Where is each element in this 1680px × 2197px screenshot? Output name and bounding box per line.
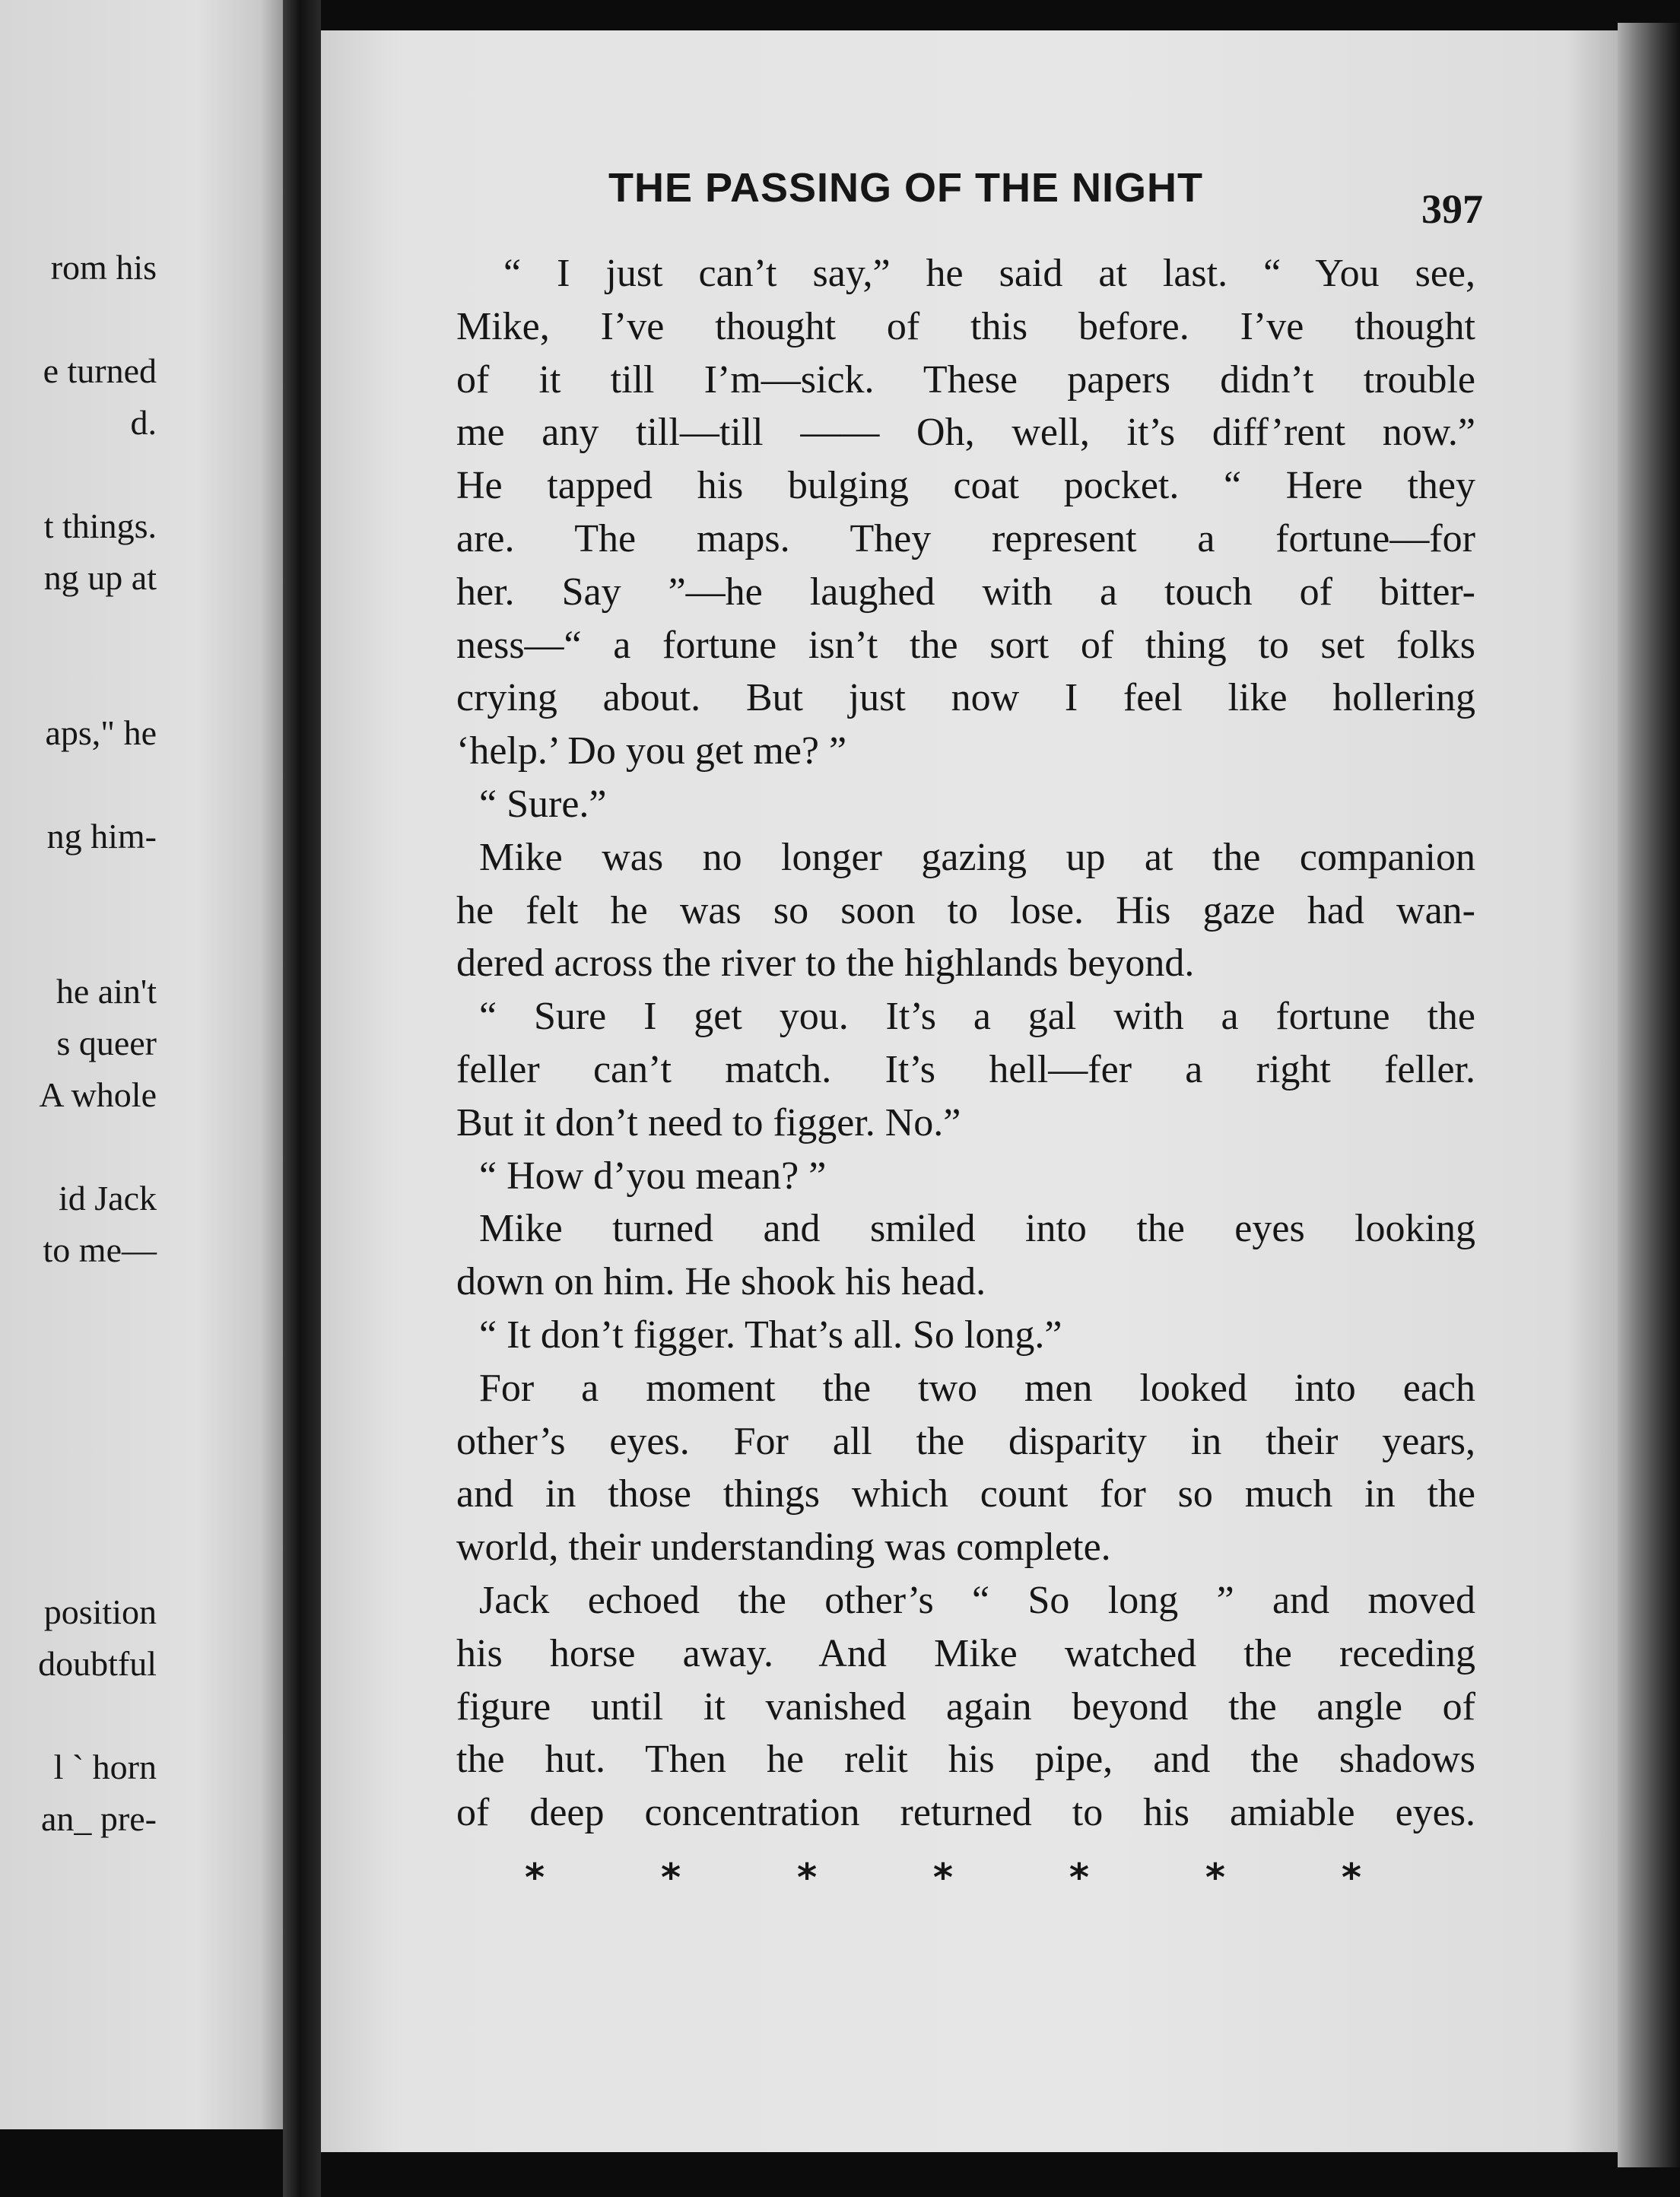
page-number: 397 <box>1421 186 1483 232</box>
left-line: ng him- <box>46 817 157 856</box>
text-line: down on him. He shook his head. <box>456 1260 986 1304</box>
text-line: feller can’t match. It’s hell—fer a right feller. <box>456 1047 1475 1091</box>
left-page <box>0 0 283 2129</box>
running-header <box>608 164 1483 232</box>
text-line: Mike was no longer gazing up at the companion <box>479 835 1475 879</box>
text-line: of it till I’m—sick. These papers didn’t trouble <box>456 357 1475 402</box>
left-line <box>0 1121 157 1173</box>
left-line: he ain't <box>56 972 157 1011</box>
body-text <box>456 247 1475 1840</box>
left-line: rom his <box>50 248 157 287</box>
left-line: A whole <box>39 1075 157 1114</box>
left-line <box>0 604 157 656</box>
text-line: ness—“ a fortune isn’t the sort of thing to set folks <box>456 623 1475 667</box>
running-title: THE PASSING OF THE NIGHT <box>608 165 1204 211</box>
section-break-star: * <box>660 1856 681 1900</box>
left-line: doubtful <box>38 1644 157 1683</box>
left-page-text <box>0 242 157 1845</box>
text-line: dered across the river to the highlands beyond. <box>456 941 1195 986</box>
text-line: But it don’t need to figger. No.” <box>456 1100 961 1145</box>
text-line: crying about. But just now I feel like hollering <box>456 676 1475 720</box>
text-line: me any till—till —— Oh, well, it’s diff’rent now.” <box>456 411 1475 455</box>
left-line: d. <box>130 403 157 442</box>
left-line <box>0 862 157 914</box>
text-line: her. Say ”—he laughed with a touch of bitter- <box>456 570 1475 614</box>
text-line: For a moment the two men looked into each <box>479 1366 1475 1410</box>
left-line: ng up at <box>43 558 157 597</box>
section-break-star: * <box>932 1856 954 1900</box>
text-line: ‘help.’ Do you get me? ” <box>456 729 847 773</box>
left-line: to me— <box>43 1230 157 1269</box>
text-line: “ Sure I get you. It’s a gal with a fortune the <box>479 995 1475 1039</box>
text-line: world, their understanding was complete. <box>456 1526 1111 1570</box>
section-break-star: * <box>796 1856 818 1900</box>
section-break-star: * <box>1205 1856 1225 1900</box>
text-line: Mike, I’ve thought of this before. I’ve thought <box>456 304 1475 348</box>
text-line: he felt he was so soon to lose. His gaze had wan- <box>456 888 1475 932</box>
left-line <box>0 1690 157 1741</box>
left-line <box>0 1379 157 1431</box>
left-line: s queer <box>56 1024 157 1062</box>
left-line: aps," he <box>45 713 157 752</box>
text-line: Mike turned and smiled into the eyes looking <box>479 1207 1475 1251</box>
text-line: the hut. Then he relit his pipe, and the shadows <box>456 1738 1475 1782</box>
left-line <box>0 1483 157 1535</box>
text-line: of deep concentration returned to his amiable eyes. <box>456 1791 1475 1835</box>
text-line: are. The maps. They represent a fortune—for <box>456 516 1475 560</box>
section-break <box>525 1856 1361 1900</box>
left-line <box>0 1276 157 1328</box>
left-line: e turned <box>43 351 157 390</box>
left-line <box>0 1431 157 1483</box>
left-line: l ` horn <box>53 1748 157 1786</box>
left-line: position <box>43 1592 157 1631</box>
left-line: an_ pre- <box>41 1799 157 1838</box>
left-line: t things. <box>43 506 157 545</box>
left-line <box>0 1535 157 1586</box>
left-line <box>0 294 157 345</box>
text-line: figure until it vanished again beyond the angle of <box>456 1684 1475 1729</box>
text-line: “ Sure.” <box>479 782 607 826</box>
left-line: id Jack <box>58 1179 157 1218</box>
text-line: “ How d’you mean? ” <box>479 1154 827 1198</box>
text-line: his horse away. And Mike watched the receding <box>456 1631 1475 1675</box>
text-line: “ It don’t figger. That’s all. So long.” <box>479 1313 1062 1357</box>
section-break-star: * <box>1069 1856 1090 1900</box>
page-edge-shadow <box>1618 23 1680 2167</box>
book-binding-gutter <box>283 0 321 2197</box>
section-break-star: * <box>525 1856 545 1900</box>
text-line: Jack echoed the other’s “ So long ” and moved <box>479 1578 1475 1622</box>
left-line <box>0 656 157 707</box>
text-line: He tapped his bulging coat pocket. “ Here they <box>456 464 1475 508</box>
section-break-star: * <box>1341 1856 1361 1900</box>
left-line <box>0 449 157 500</box>
text-line: other’s eyes. For all the disparity in their years, <box>456 1419 1475 1463</box>
left-line <box>0 914 157 966</box>
left-line <box>0 1328 157 1379</box>
text-line: and in those things which count for so much in the <box>456 1472 1475 1516</box>
left-line <box>0 759 157 811</box>
text-line: “ I just can’t say,” he said at last. “ You see, <box>503 252 1475 295</box>
